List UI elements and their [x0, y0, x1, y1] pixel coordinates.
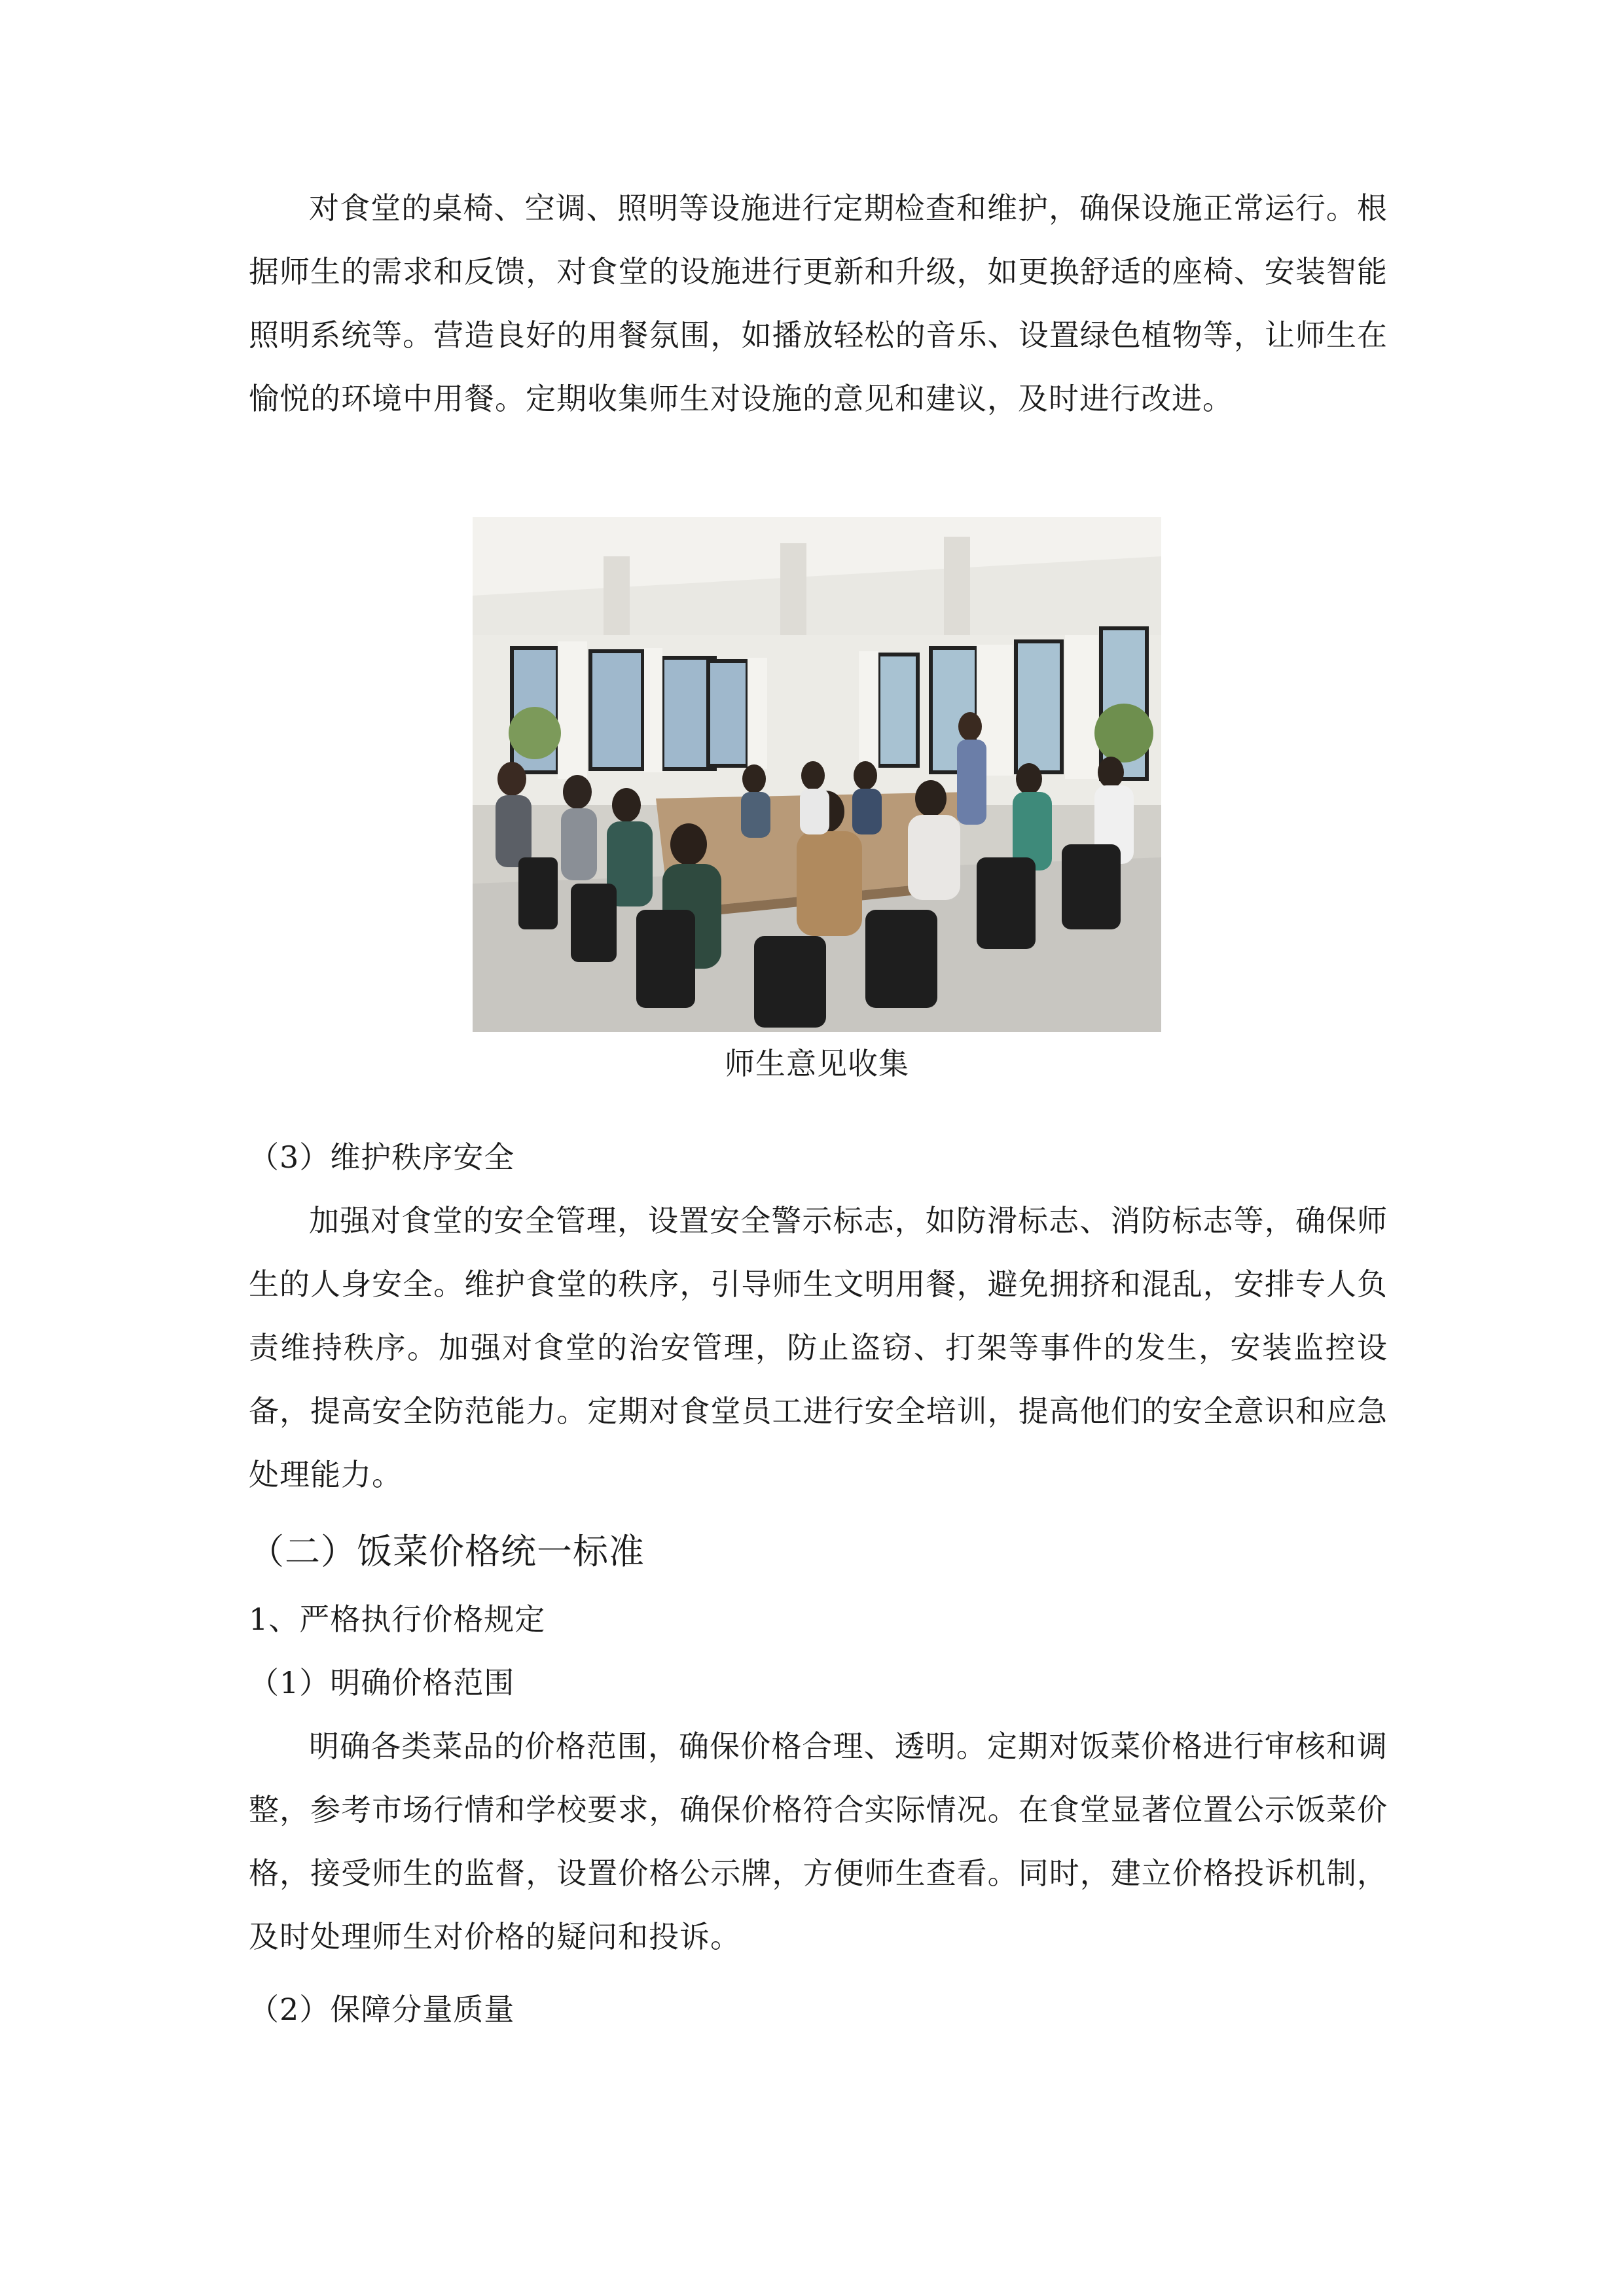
sub-2-title: （2）保障分量质量 [249, 1992, 515, 2027]
document-body [249, 177, 1388, 431]
top-paragraph: 对食堂的桌椅、空调、照明等设施进行定期检查和维护，确保设施正常运行。根据师生的需求和反馈，对食堂的设施进行更新和升级，如更换舒适的座椅、安装智能照明系统等。营造良好的用餐氛围，如播放轻松的音乐、设置绿色植物等，让师生在愉悦的环境中用餐。定期收集师生对设施的意见和建议，及时进行改进。 [249, 190, 1388, 416]
sub-1-paragraph: 明确各类菜品的价格范围，确保价格合理、透明。定期对饭菜价格进行审核和调整，参考市场行情和学校要求，确保价格符合实际情况。在食堂显著位置公示饭菜价格，接受师生的监督，设置价格公示牌，方便师生查看。同时，建立价格投诉机制，及时处理师生对价格的疑问和投诉。 [249, 1729, 1388, 1954]
meeting-photo-illustration [473, 517, 1161, 1032]
section-3-paragraph: 加强对食堂的安全管理，设置安全警示标志，如防滑标志、消防标志等，确保师生的人身安全。维护食堂的秩序，引导师生文明用餐，避免拥挤和混乱，安排专人负责维持秩序。加强对食堂的治安管理，防止盗窃、打架等事件的发生，安装监控设备，提高安全防范能力。定期对食堂员工进行安全培训，提高他们的安全意识和应急处理能力。 [249, 1203, 1388, 1492]
meeting-photo [473, 517, 1161, 1032]
figure-caption: 师生意见收集 [725, 1046, 909, 1081]
document-body-continued [249, 1126, 1388, 2041]
item-1-title: 1、严格执行价格规定 [249, 1602, 546, 1637]
section-b-title: （二）饭菜价格统一标准 [249, 1531, 645, 1572]
sub-1-title: （1）明确价格范围 [249, 1665, 515, 1700]
section-3-title: （3）维护秩序安全 [249, 1139, 515, 1175]
